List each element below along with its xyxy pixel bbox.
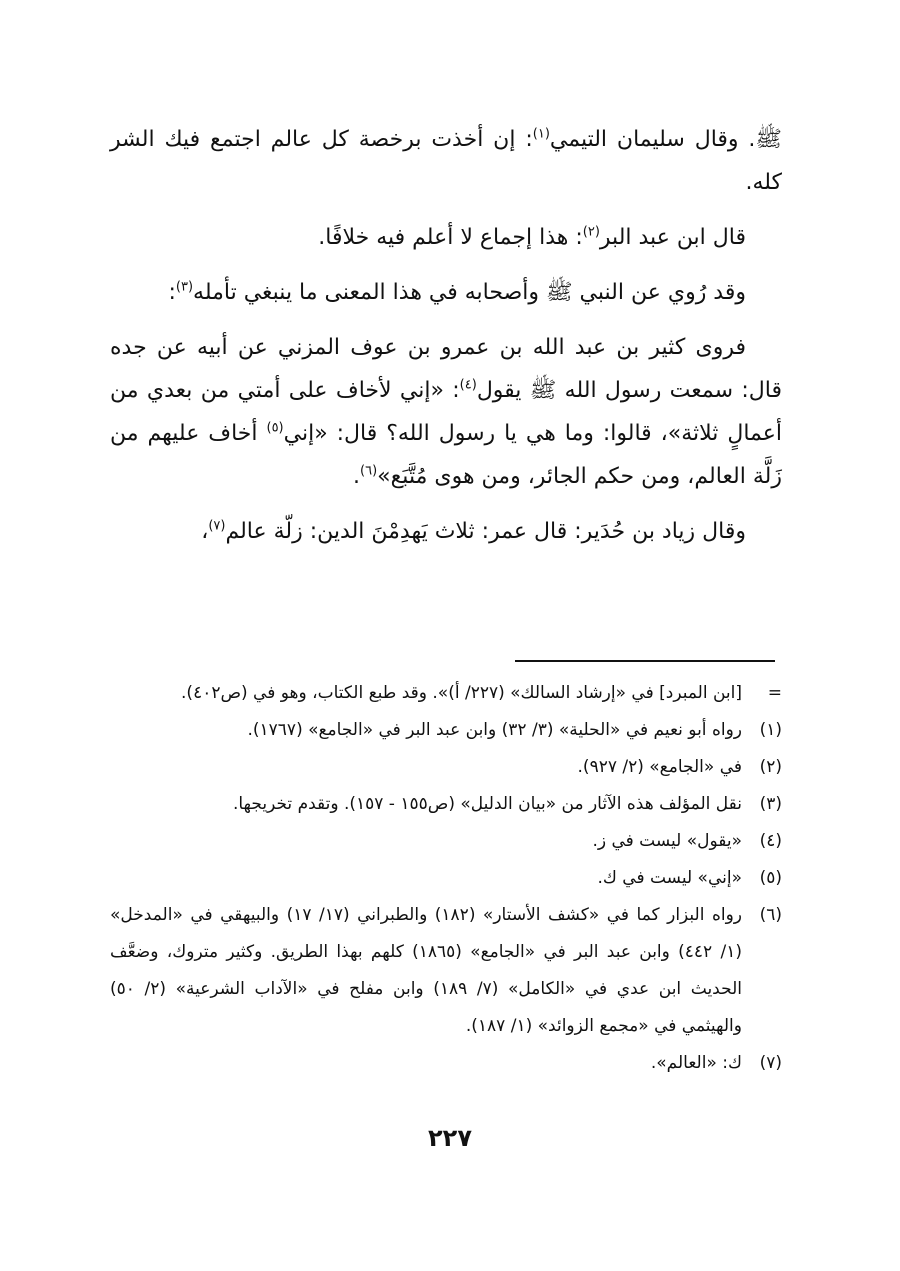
paragraph-5	[110, 510, 782, 553]
footnote-5	[110, 860, 782, 897]
footnote-text: «إني» ليست في ك.	[597, 868, 742, 888]
footnote-number: (١)	[759, 720, 782, 740]
footnote-ref: (٤)	[459, 377, 477, 393]
footnote-text: ك: «العالم».	[650, 1053, 742, 1073]
text-run: : هذا إجماع لا أعلم فيه خلافًا.	[318, 225, 583, 250]
footnote-ref: (٧)	[208, 518, 226, 534]
text-run: وقد رُوي عن النبي ﷺ وأصحابه في هذا المعنى ما ينبغي تأمله	[193, 280, 746, 305]
text-run: :	[168, 280, 176, 305]
footnote-text: نقل المؤلف هذه الآثار من «بيان الدليل» (ص١٥٥ - ١٥٧). وتقدم تخريجها.	[232, 794, 742, 814]
text-run: : إن أخذت برخصة كل عالم اجتمع فيك الشر كله.	[110, 127, 782, 195]
footnote-ref: (٥)	[266, 420, 284, 436]
text-run: .	[353, 464, 360, 489]
footnotes	[110, 675, 782, 1082]
footnote-text: «يقول» ليست في ز.	[592, 831, 742, 851]
text-run: قال ابن عبد البر	[599, 225, 746, 250]
footnote-number: (٣)	[759, 794, 782, 814]
text-run: وقال زياد بن حُدَير: قال عمر: ثلاث يَهدِمْنَ الدين: زلّة عالم	[225, 519, 746, 544]
footnote-7	[110, 1045, 782, 1082]
footnote-ref: (١)	[532, 126, 550, 142]
text-run: ،	[201, 519, 209, 544]
footnote-text: [ابن المبرد] في «إرشاد السالك» (٢٢٧/ أ)». وقد طبع الكتاب، وهو في (ص٤٠٢).	[181, 683, 742, 703]
footnote-ref: (٣)	[175, 279, 194, 295]
footnote-text: رواه أبو نعيم في «الحلية» (٣/ ٣٢) وابن عبد البر في «الجامع» (١٧٦٧).	[247, 720, 742, 740]
footnote-1	[110, 712, 782, 749]
text-run: ﷺ. وقال سليمان التيمي	[549, 127, 782, 152]
paragraph-2	[110, 216, 782, 259]
paragraph-3	[110, 271, 782, 314]
footnote-3	[110, 786, 782, 823]
footnote-number: (٧)	[759, 1053, 782, 1073]
footnote-number: (٢)	[759, 757, 782, 777]
paragraph-1	[110, 118, 782, 204]
footnote-number: (٦)	[759, 905, 782, 925]
footnote-separator	[515, 660, 775, 662]
footnote-continuation	[110, 675, 782, 712]
footnote-ref: (٦)	[360, 463, 378, 479]
footnote-number: (٥)	[759, 868, 782, 888]
footnote-number: =	[767, 683, 782, 703]
text-run: أخاف عليهم من زَلَّة العالم، ومن حكم الجائر، ومن هوى مُتَّبَع»	[110, 421, 782, 489]
text-run: : «إني لأخاف على أمتي من بعدي من أعمالٍ ثلاثة»، قالوا: وما هي يا رسول الله؟ قال: «إني	[110, 378, 782, 446]
footnote-text: رواه البزار كما في «كشف الأستار» (١٨٢) والطبراني (١٧/ ١٧) والبيهقي في «المدخل» (١/ ٤٤٢) وابن عبد البر في «الجامع» (١٨٦٥) كلهم بهذا الطريق. وكثير متروك، وضعَّف الحديث ابن عدي في «الكامل» (٧/ ١٨٩) وابن مفلح في «الآداب الشرعية» (٢/ ٥٠) والهيثمي في «مجمع الزوائد» (١/ ١٨٧).	[110, 905, 743, 1036]
paragraph-4	[110, 326, 782, 498]
footnote-number: (٤)	[759, 831, 782, 851]
footnote-6	[110, 897, 782, 1045]
footnote-2	[110, 749, 782, 786]
page-number: ٢٢٧	[428, 1124, 472, 1152]
footnote-ref: (٢)	[582, 224, 600, 240]
text-run: فروى كثير بن عبد الله بن عمرو بن عوف المزني عن أبيه عن جده قال: سمعت رسول الله ﷺ يقول	[110, 335, 782, 403]
footnote-text: في «الجامع» (٢/ ٩٢٧).	[577, 757, 742, 777]
main-text	[110, 118, 782, 565]
footnote-4	[110, 823, 782, 860]
